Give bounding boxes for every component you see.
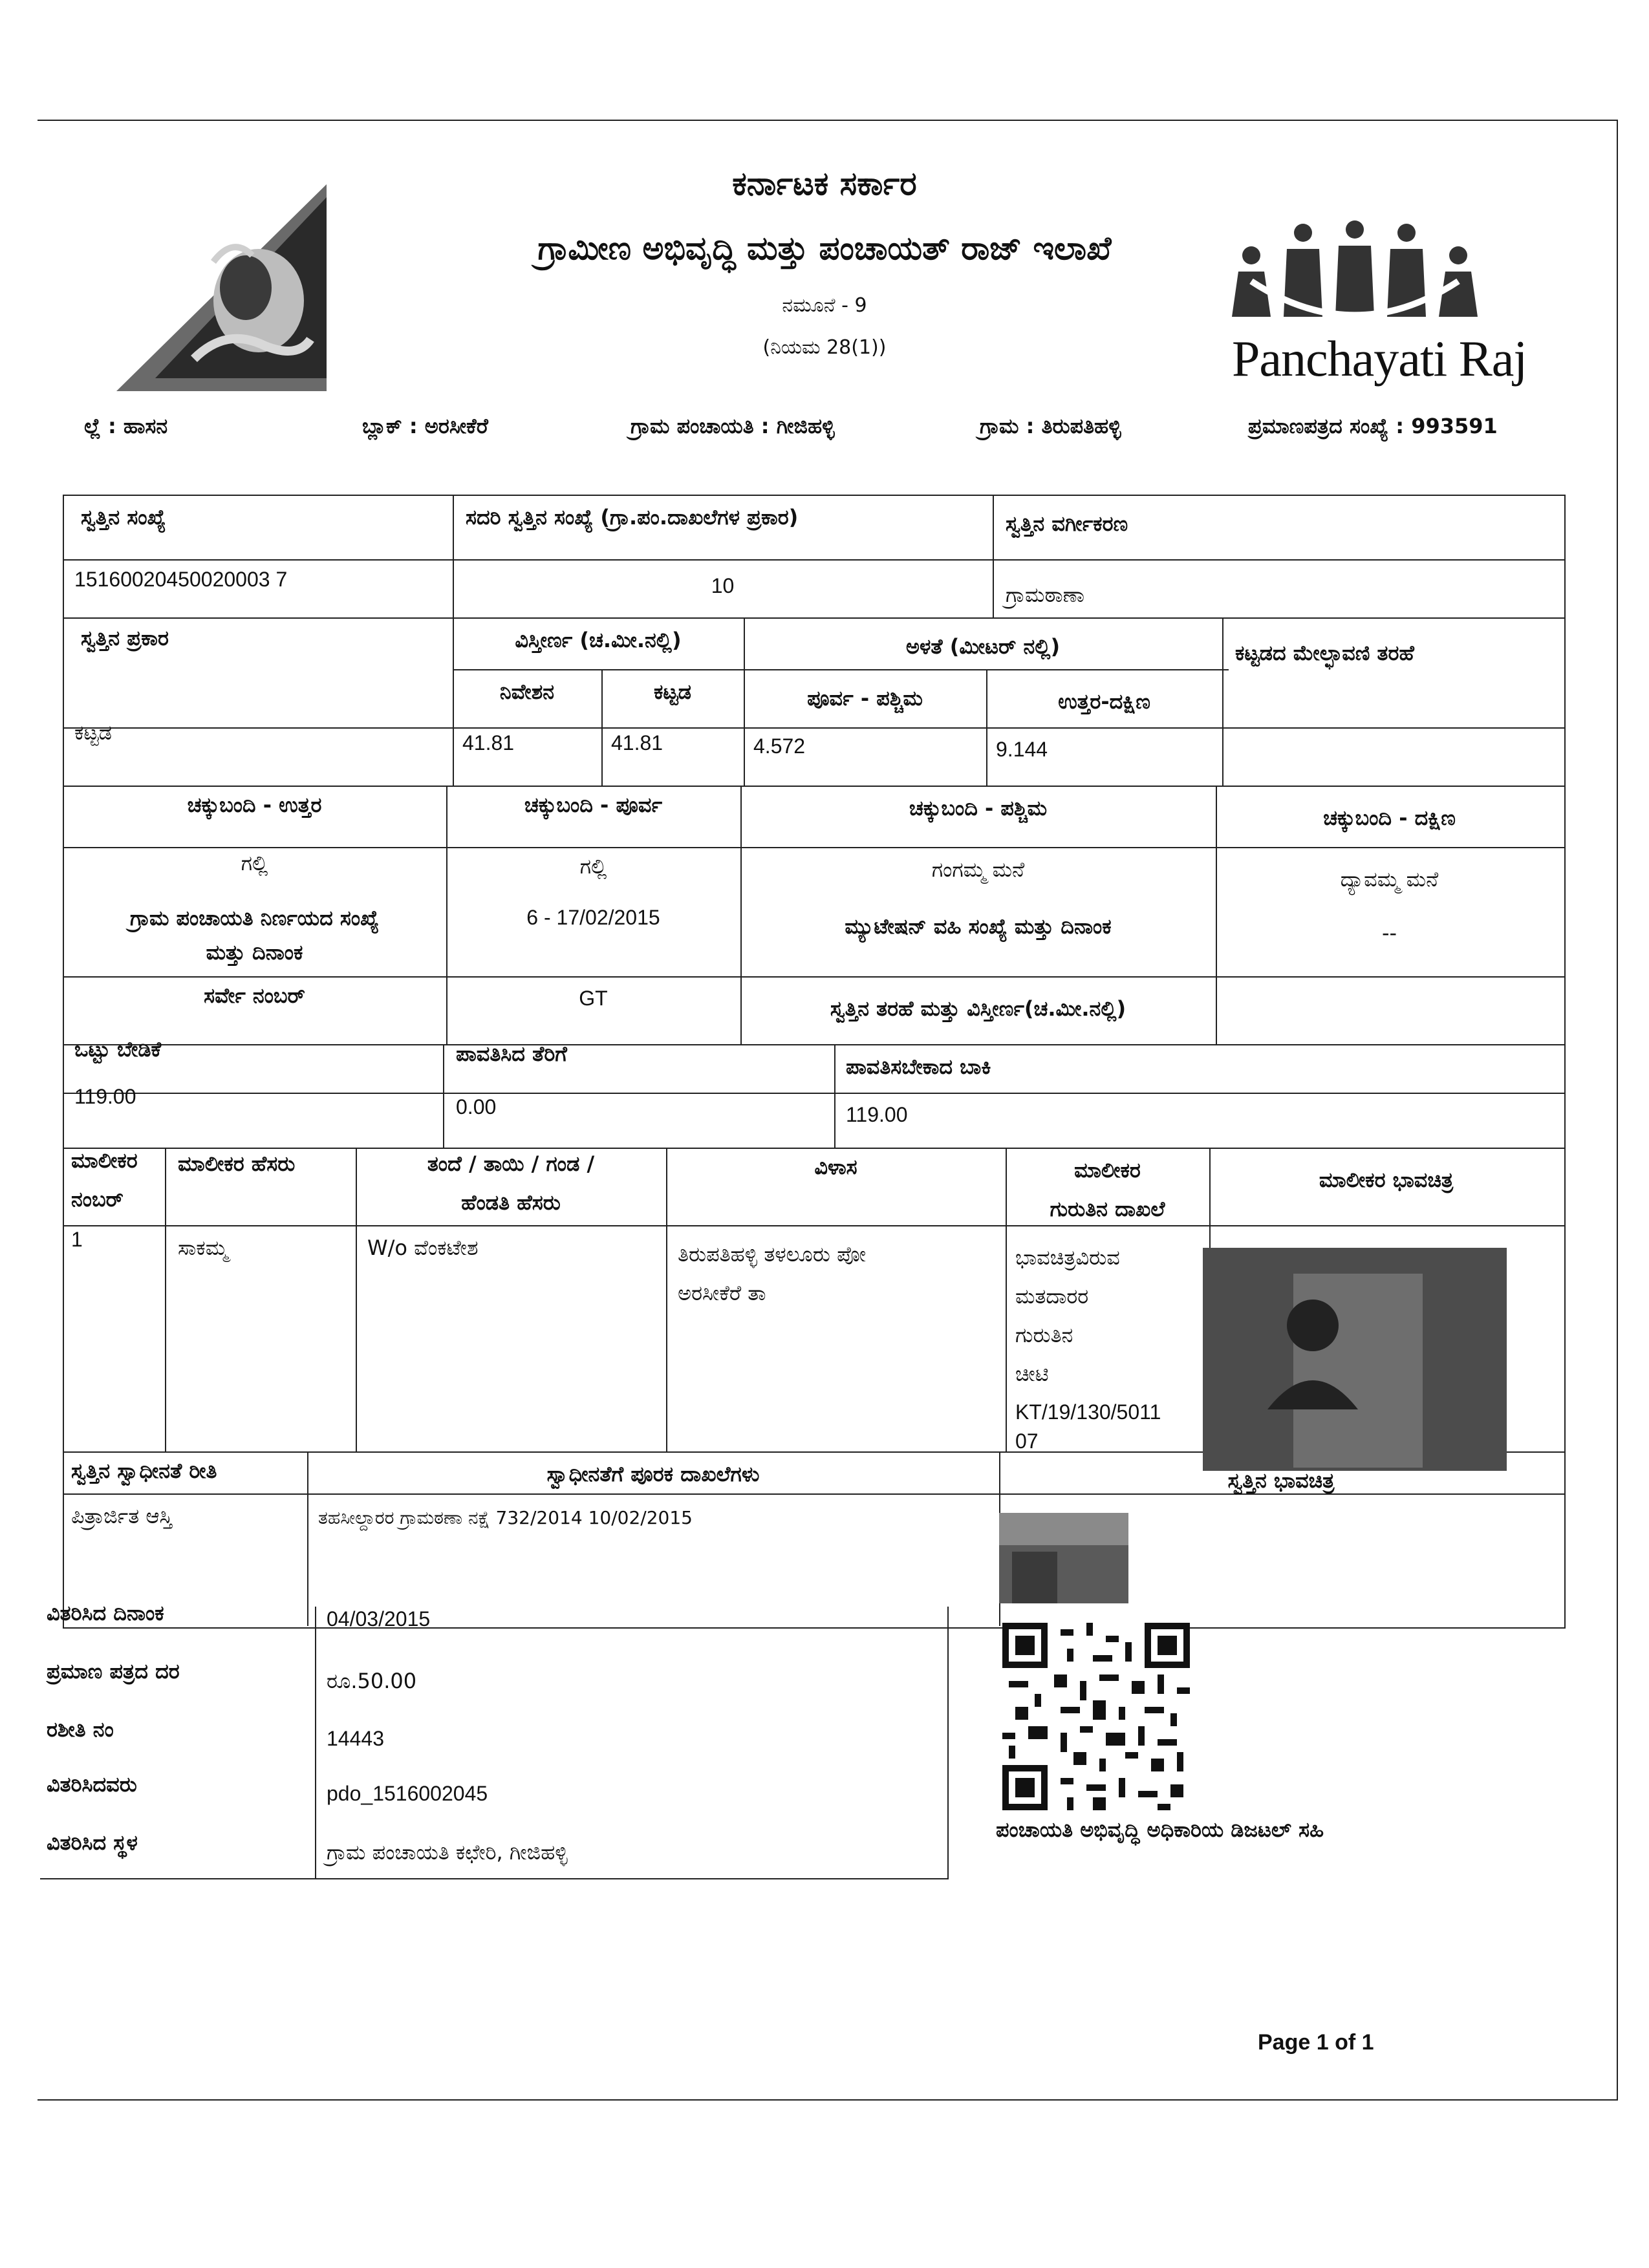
block: ಬ್ಲಾಕ್ : ಅರಸೀಕೆರೆ bbox=[362, 414, 488, 438]
gp-property-id-label: ಸದರಿ ಸ್ವತ್ತಿನ ಸಂಖ್ಯೆ (ಗ್ರಾ.ಪಂ.ದಾಖಲೆಗಳ ಪ್ರಕಾರ) bbox=[466, 505, 799, 530]
district: ಲ್ಲೆ : ಹಾಸನ bbox=[84, 414, 168, 438]
relation-label-line1: ತಂದೆ / ತಾಯಿ / ಗಂಡ / bbox=[427, 1151, 595, 1176]
ownership-mode-value: ಪಿತ್ರಾರ್ಜಿತ ಆಸ್ತಿ bbox=[71, 1504, 173, 1528]
receipt-number-value: 14443 bbox=[327, 1727, 384, 1750]
property-class-label: ಸ್ವತ್ತಿನ ವರ್ಗೀಕರಣ bbox=[1006, 511, 1128, 536]
page-number: Page 1 of 1 bbox=[1258, 2030, 1374, 2055]
building-area-value: 41.81 bbox=[611, 731, 663, 754]
type-area-value bbox=[1222, 996, 1235, 1003]
relation-label-line2: ಹೆಂಡತಿ ಹೆಸರು bbox=[461, 1190, 561, 1215]
boundary-south-label: ಚಕ್ಕುಬಂದಿ - ದಕ್ಷಿಣ bbox=[1323, 806, 1456, 830]
certificate-fee-label: ಪ್ರಮಾಣ ಪತ್ರದ ದರ bbox=[47, 1659, 180, 1684]
building-area-label: ಕಟ್ಟಡ bbox=[654, 679, 691, 704]
panchayati-raj-label: Panchayati Raj bbox=[1232, 330, 1527, 387]
issue-date-label: ವಿತರಿಸಿದ ದಿನಾಂಕ bbox=[47, 1601, 164, 1625]
ownership-mode-label: ಸ್ವತ್ತಿನ ಸ್ವಾಧೀನತೆ ರೀತಿ bbox=[71, 1459, 217, 1483]
village: ಗ್ರಾಮ : ತಿರುಪತಿಹಳ್ಳಿ bbox=[980, 414, 1121, 438]
certificate-fee-value: ರೂ.50.00 bbox=[327, 1669, 417, 1693]
property-id-value: 15160020450020003 7 bbox=[74, 568, 288, 591]
roof-type-label: ಕಟ್ಟಡದ ಮೇಲ್ಛಾವಣಿ ತರಹೆ bbox=[1235, 641, 1414, 665]
owner-number-label-line2: ನಂಬರ್ bbox=[71, 1187, 124, 1212]
property-type-value: ಕಟ್ಟಡ bbox=[74, 720, 112, 745]
owner-photo bbox=[1203, 1248, 1507, 1471]
balance-due-label: ಪಾವತಿಸಬೇಕಾದ ಬಾಕಿ bbox=[846, 1054, 991, 1079]
issue-date-value: 04/03/2015 bbox=[327, 1607, 431, 1631]
boundary-south-value: ದ್ಯಾವಮ್ಮ ಮನೆ bbox=[1340, 867, 1439, 892]
owner-number: 1 bbox=[71, 1228, 83, 1251]
owner-relation: W/o ವೆಂಕಟೇಶ bbox=[367, 1236, 479, 1260]
dimension-label: ಅಳತೆ (ಮೀಟರ್ ನಲ್ಲಿ) bbox=[905, 634, 1061, 659]
ownership-docs-label: ಸ್ವಾಧೀನತೆಗೆ ಪೂರಕ ದಾಖಲೆಗಳು bbox=[546, 1462, 760, 1486]
survey-number-value: GT bbox=[579, 987, 608, 1010]
gram-panchayat: ಗ್ರಾಮ ಪಂಚಾಯತಿ : ಗೀಜಿಹಳ್ಳಿ bbox=[630, 414, 835, 438]
property-photo-label: ಸ್ವತ್ತಿನ ಭಾವಚಿತ್ರ bbox=[1227, 1468, 1335, 1493]
owner-idproof-line5: KT/19/130/5011 bbox=[1015, 1400, 1161, 1424]
resolution-label-line1: ಗ್ರಾಮ ಪಂಚಾಯತಿ ನಿರ್ಣಯದ ಸಂಖ್ಯೆ bbox=[129, 906, 380, 930]
panchayati-raj-logo bbox=[1225, 220, 1484, 330]
boundary-east-value: ಗಲ್ಲಿ bbox=[579, 854, 607, 879]
balance-due-value: 119.00 bbox=[846, 1103, 908, 1126]
roof-type-value bbox=[1229, 734, 1242, 742]
tax-paid-value: 0.00 bbox=[456, 1095, 497, 1118]
resolution-value: 6 - 17/02/2015 bbox=[526, 906, 660, 929]
north-south-value: 9.144 bbox=[996, 738, 1048, 761]
department-title: ಗ್ರಾಮೀಣ ಅಭಿವೃದ್ಧಿ ಮತ್ತು ಪಂಚಾಯತ್ ರಾಜ್ ಇಲಾಖೆ bbox=[537, 230, 1112, 267]
boundary-west-label: ಚಕ್ಕುಬಂದಿ - ಪಶ್ಚಿಮ bbox=[909, 796, 1048, 820]
ownership-docs-value: ತಹಸೀಲ್ದಾರರ ಗ್ರಾಮಠಣಾ ನಕ್ಷೆ 732/2014 10/02/2015 bbox=[318, 1507, 693, 1528]
owner-number-label-line1: ಮಾಲೀಕರ bbox=[71, 1148, 138, 1173]
owner-idproof-line6: 07 bbox=[1015, 1429, 1039, 1453]
issued-by-value: pdo_1516002045 bbox=[327, 1782, 488, 1805]
boundary-north-value: ಗಲ್ಲಿ bbox=[241, 851, 268, 875]
owner-name-label: ಮಾಲೀಕರ ಹೆಸರು bbox=[178, 1151, 296, 1176]
survey-number-label: ಸರ್ವೇ ನಂಬರ್ bbox=[204, 983, 305, 1008]
issued-by-label: ವಿತರಿಸಿದವರು bbox=[47, 1772, 137, 1797]
owner-photo-label: ಮಾಲೀಕರ ಭಾವಚಿತ್ರ bbox=[1319, 1168, 1454, 1192]
certificate-number: ಪ್ರಮಾಣಪತ್ರದ ಸಂಖ್ಯೆ : 993591 bbox=[1248, 414, 1498, 438]
owner-idproof-label-line1: ಮಾಲೀಕರ bbox=[1074, 1158, 1141, 1182]
address-label: ವಿಳಾಸ bbox=[814, 1155, 857, 1179]
owner-idproof-label-line2: ಗುರುತಿನ ದಾಖಲೆ bbox=[1050, 1197, 1165, 1221]
owner-idproof-line2: ಮತದಾರರ bbox=[1015, 1284, 1089, 1309]
pdo-digital-signature-label: ಪಂಚಾಯತಿ ಅಭಿವೃದ್ಧಿ ಅಧಿಕಾರಿಯ ಡಿಜಟಲ್ ಸಹಿ bbox=[996, 1817, 1324, 1842]
owner-address-line2: ಅರಸೀಕೆರೆ ತಾ bbox=[678, 1281, 766, 1305]
rule-number: (ನಿಯಮ 28(1)) bbox=[762, 336, 887, 359]
east-west-label: ಪೂರ್ವ - ಪಶ್ಚಿಮ bbox=[807, 686, 923, 711]
site-area-value: 41.81 bbox=[462, 731, 515, 754]
mutation-label: ಮ್ಯುಟೇಷನ್ ವಹಿ ಸಂಖ್ಯೆ ಮತ್ತು ದಿನಾಂಕ bbox=[845, 914, 1112, 939]
total-demand-label: ಒಟ್ಟು ಬೇಡಿಕೆ bbox=[74, 1037, 162, 1062]
form-number: ನಮೂನೆ - 9 bbox=[782, 294, 867, 317]
government-title: ಕರ್ನಾಟಕ ಸರ್ಕಾರ bbox=[732, 165, 917, 202]
boundary-west-value: ಗಂಗಮ್ಮ ಮನೆ bbox=[931, 857, 1025, 882]
property-type-label: ಸ್ವತ್ತಿನ ಪ್ರಕಾರ bbox=[81, 626, 169, 650]
site-area-label: ನಿವೇಶನ bbox=[499, 679, 555, 704]
owner-idproof-line3: ಗುರುತಿನ bbox=[1015, 1323, 1073, 1347]
boundary-east-label: ಚಕ್ಕುಬಂದಿ - ಪೂರ್ವ bbox=[524, 793, 663, 817]
owner-address-line1: ತಿರುಪತಿಹಳ್ಳಿ ತಳಲೂರು ಪೋ bbox=[678, 1242, 867, 1267]
gp-property-id-value: 10 bbox=[711, 574, 735, 597]
resolution-label-line2: ಮತ್ತು ದಿನಾಂಕ bbox=[206, 940, 303, 965]
mutation-value: -- bbox=[1381, 921, 1397, 945]
receipt-number-label: ರಶೀತಿ ನಂ bbox=[47, 1717, 114, 1742]
owner-idproof-line1: ಭಾವಚಿತ್ರವಿರುವ bbox=[1015, 1245, 1120, 1270]
owner-name: ಸಾಕಮ್ಮ bbox=[178, 1236, 228, 1260]
property-class-value: ಗ್ರಾಮಠಾಣಾ bbox=[1006, 583, 1084, 607]
boundary-north-label: ಚಕ್ಕುಬಂದಿ - ಉತ್ತರ bbox=[187, 793, 322, 817]
tax-paid-label: ಪಾವತಿಸಿದ ತೆರಿಗೆ bbox=[456, 1042, 567, 1066]
total-demand-value: 119.00 bbox=[74, 1085, 136, 1108]
owner-idproof-line4: ಚೀಟಿ bbox=[1015, 1362, 1049, 1386]
type-area-label: ಸ್ವತ್ತಿನ ತರಹೆ ಮತ್ತು ವಿಸ್ತೀರ್ಣ(ಚ.ಮೀ.ನಲ್ಲಿ) bbox=[830, 996, 1126, 1021]
east-west-value: 4.572 bbox=[753, 734, 806, 758]
issue-place-value: ಗ್ರಾಮ ಪಂಚಾಯತಿ ಕಛೇರಿ, ಗೀಜಿಹಳ್ಳಿ bbox=[327, 1840, 568, 1865]
qr-code-icon bbox=[1002, 1623, 1190, 1810]
property-photo bbox=[999, 1513, 1128, 1603]
karnataka-emblem bbox=[116, 184, 330, 391]
north-south-label: ಉತ್ತರ-ದಕ್ಷಿಣ bbox=[1058, 689, 1150, 714]
area-label: ವಿಸ್ತೀರ್ಣ (ಚ.ಮೀ.ನಲ್ಲಿ) bbox=[515, 628, 682, 652]
issue-place-label: ವಿತರಿಸಿದ ಸ್ಥಳ bbox=[47, 1830, 138, 1855]
property-id-label: ಸ್ವತ್ತಿನ ಸಂಖ್ಯೆ bbox=[81, 505, 166, 530]
